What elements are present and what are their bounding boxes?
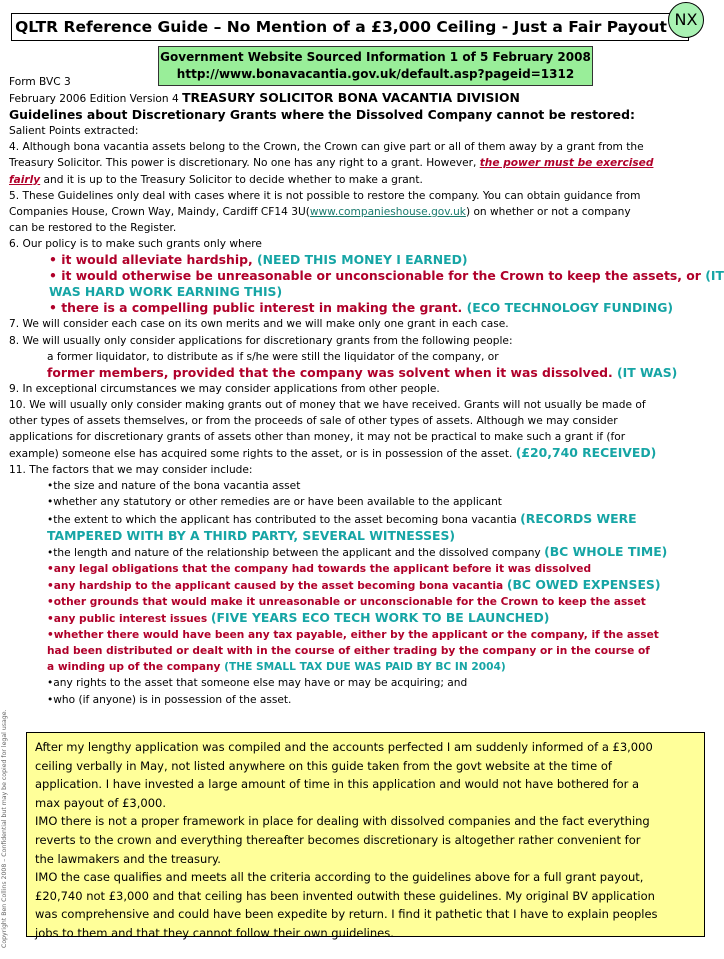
commentary-box: [26, 732, 705, 940]
factor-6-text: •any hardship to the applicant caused by the asset becoming bona vacantia: [47, 579, 507, 592]
para-5-line-3: can be restored to the Register.: [9, 221, 177, 234]
para-4-line-3: [9, 172, 707, 188]
page-title: QLTR Reference Guide – No Mention of a £3,000 Ceiling - Just a Fair Payout: [11, 13, 689, 41]
division-title: TREASURY SOLICITOR BONA VACANTIA DIVISION: [182, 90, 520, 106]
para-8-option-b: [9, 365, 707, 381]
commentary-line-11: jobs to them and that they cannot follow their own guidelines.: [35, 925, 394, 940]
factor-2: •whether any statutory or other remedies are or have been available to the applicant: [47, 496, 502, 509]
factor-4-text: •the length and nature of the relationship between the applicant and the dissolved company: [47, 546, 545, 559]
para-8: 8. We will usually only consider applications for discretionary grants from the following people:: [9, 334, 513, 347]
commentary-line-2: ceiling verbally in May, not listed anywhere on this guide taken from the govt website at the time of: [35, 758, 612, 773]
edition-line: [9, 90, 707, 107]
para-11: 11. The factors that we may consider include:: [9, 464, 253, 477]
commentary-line-5: IMO there is not a proper framework in place for dealing with dissolved companies and the fact everything: [35, 814, 650, 829]
companies-house-link[interactable]: www.companieshouse.gov.uk: [309, 205, 466, 218]
policy-bullet-2-note: (IT: [705, 268, 724, 284]
guideline-document: [9, 74, 724, 708]
para-6: 6. Our policy is to make such grants only where: [9, 237, 262, 250]
policy-bullet-3-note: (ECO TECHNOLOGY FUNDING): [466, 300, 674, 316]
source-url: http://www.bonavacantia.gov.uk/default.asp?pageid=1312: [176, 67, 575, 81]
factor-3-note-cont: TAMPERED WITH BY A THIRD PARTY, SEVERAL WITNESSES): [47, 527, 456, 543]
commentary-line-8: IMO the case qualifies and meets all the criteria according to the guidelines above for a full grant payout,: [35, 870, 644, 885]
factor-7: •other grounds that would make it unreasonable or unconscionable for the Crown to keep the asset: [47, 596, 646, 608]
factor-3-text: •the extent to which the applicant has contributed to the asset becoming bona vacantia: [47, 513, 521, 526]
para-5-text-end: ) on whether or not a company: [465, 205, 631, 218]
para-4-text: Treasury Solicitor. This power is discretionary. No one has any right to a grant. However,: [9, 157, 480, 170]
para-4-emphasis: the power must be exercised: [479, 157, 654, 170]
para-10-line-2: other types of assets themselves, or from the proceeds of sale of other types of assets. Although we may consider: [9, 414, 618, 427]
para-4-text-end: and it is up to the Treasury Solicitor to decide whether to make a grant.: [40, 173, 423, 186]
para-4-line-1: 4. Although bona vacantia assets belong to the Crown, the Crown can give part or all of them away by a grant from the: [9, 141, 644, 154]
factor-3-note: (RECORDS WERE: [520, 510, 637, 526]
para-5-line-2: [9, 204, 707, 220]
policy-bullet-1-note: (NEED THIS MONEY I EARNED): [257, 252, 468, 268]
factor-8: [9, 610, 707, 627]
policy-bullet-3-text: • there is a compelling public interest in making the grant.: [49, 300, 467, 316]
factor-1: •the size and nature of the bona vacantia asset: [47, 480, 301, 493]
factor-8-text: •any public interest issues: [47, 613, 211, 626]
factor-9-note: (THE SMALL TAX DUE WAS PAID BY BC IN 2004): [224, 661, 506, 674]
policy-bullet-3: [9, 300, 707, 316]
policy-bullet-1: [9, 252, 707, 268]
commentary-line-10: was comprehensive and could have been expedite by return. I find it pathetic that I have to explain peoples: [35, 907, 658, 922]
para-8-option-a: a former liquidator, to distribute as if s/he were still the liquidator of the company, or: [47, 350, 499, 363]
para-10-line-1: 10. We will usually only consider making grants out of money that we have received. Grants will not usually be made of: [9, 398, 646, 411]
factor-4-note: (BC WHOLE TIME): [544, 543, 668, 559]
factor-11: •who (if anyone) is in possession of the asset.: [47, 693, 292, 706]
policy-bullet-2-note-cont: WAS HARD WORK EARNING THIS): [49, 284, 283, 300]
para-9: 9. In exceptional circumstances we may consider applications from other people.: [9, 382, 440, 395]
factor-9-line-2: had been distributed or dealt with in the course of either trading by the company or in the course of: [47, 645, 650, 658]
guidelines-heading: Guidelines about Discretionary Grants where the Dissolved Company cannot be restored:: [9, 107, 635, 123]
para-4-line-2: [9, 155, 707, 171]
factor-9-line-3: [9, 659, 707, 675]
commentary-line-9: £20,740 not £3,000 and that ceiling has been invented outwith these guidelines. My original BV application: [35, 888, 655, 903]
factor-8-note: (FIVE YEARS ECO TECH WORK TO BE LAUNCHED): [210, 610, 550, 626]
commentary-line-3: application. I have invested a large amount of time in this application and would not have bothered for a: [35, 777, 640, 792]
edition-text: February 2006 Edition Version 4: [9, 93, 183, 106]
policy-bullet-2: [9, 268, 724, 284]
factor-3: [9, 511, 707, 528]
para-5-line-1: 5. These Guidelines only deal with cases where it is not possible to restore the company. You can obtain guidance from: [9, 189, 641, 202]
copyright-side-note: Copyright Ben Collins 2008 – Confidential but may be copied for legal usage.: [1, 709, 8, 948]
salient-label: Salient Points extracted:: [9, 125, 139, 138]
para-4-emphasis-fairly: fairly: [9, 173, 41, 186]
commentary-line-1: After my lengthy application was compiled and the accounts perfected I am suddenly informed of a £3,000: [35, 740, 653, 754]
policy-bullet-2-text: • it would otherwise be unreasonable or unconscionable for the Crown to keep the assets, or: [49, 268, 706, 284]
para-8-option-b-text: former members, provided that the company was solvent when it was dissolved.: [47, 364, 617, 380]
factor-9-line-1: •whether there would have been any tax payable, either by the applicant or the company, if the asset: [47, 629, 659, 642]
factor-10: •any rights to the asset that someone else may have or may be acquiring; and: [47, 677, 468, 690]
para-5-text: Companies House, Crown Way, Maindy, Cardiff CF14 3U(: [9, 205, 310, 218]
commentary-line-7: the lawmakers and the treasury.: [35, 851, 221, 866]
commentary-line-4: max payout of £3,000.: [35, 795, 166, 810]
policy-bullet-1-text: • it would alleviate hardship,: [49, 252, 258, 268]
factor-5: •any legal obligations that the company had towards the applicant before it was dissolved: [47, 562, 592, 575]
commentary-line-6: reverts to the crown and everything thereafter becomes discretionary is altogether rather convenient for: [35, 832, 641, 847]
factor-4: [9, 544, 707, 561]
para-10-line-3: applications for discretionary grants of assets other than money, it may not be practical to make such a grant if (for: [9, 431, 626, 444]
para-10-text: example) someone else has acquired some rights to the asset, or is in possession of the asset.: [9, 448, 516, 461]
factor-6-note: (BC OWED EXPENSES): [506, 576, 661, 592]
factor-9-text: a winding up of the company: [47, 661, 225, 674]
form-label: Form BVC 3: [9, 76, 71, 88]
source-line-1: Government Website Sourced Information 1 of 5 February 2008: [160, 50, 591, 64]
nx-badge: NX: [668, 2, 704, 38]
para-8-option-b-note: (IT WAS): [617, 364, 678, 380]
para-7: 7. We will consider each case on its own merits and we will make only one grant in each case.: [9, 318, 509, 331]
para-10-note: (£20,740 RECEIVED): [515, 445, 657, 461]
factor-6: [9, 577, 707, 594]
para-10-line-4: [9, 445, 707, 462]
